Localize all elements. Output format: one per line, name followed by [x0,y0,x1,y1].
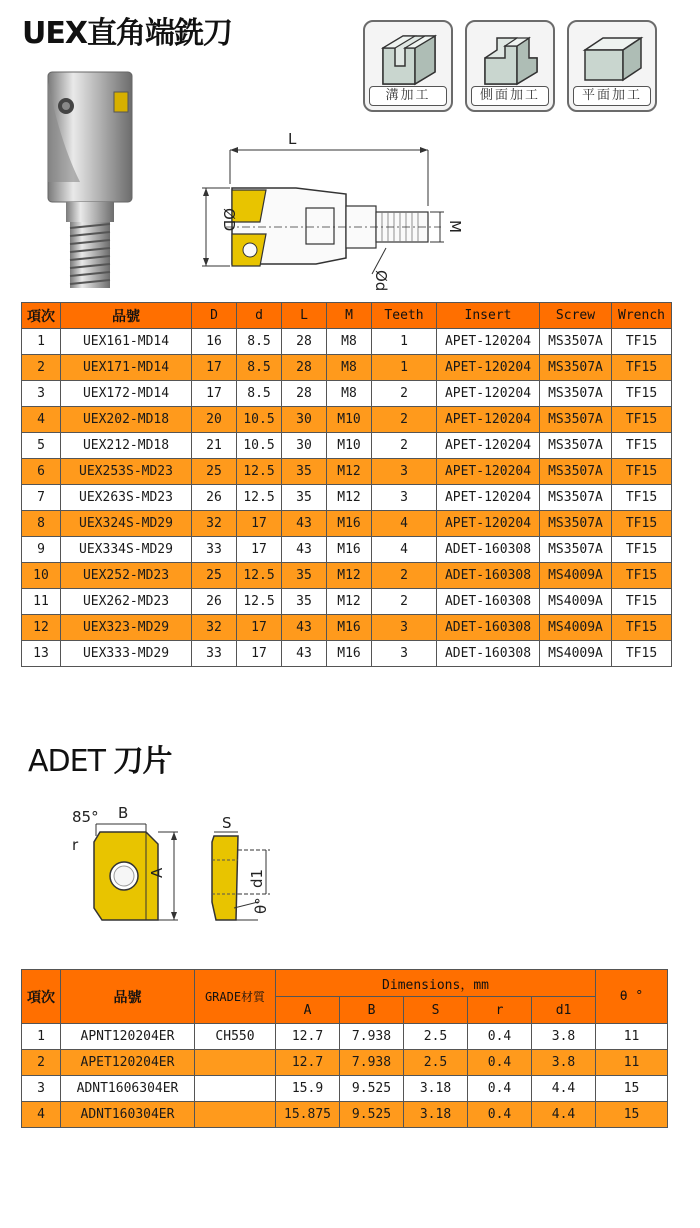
dim-D-label: ØD [220,208,238,232]
table-cell: TF15 [612,355,672,381]
table-cell: UEX202-MD18 [61,407,192,433]
table-cell: 10.5 [237,407,282,433]
table-cell: 3.8 [532,1050,596,1076]
table-cell: MS3507A [540,485,612,511]
dim-theta-label: θ° [252,897,270,914]
table-cell: ADET-160308 [437,641,540,667]
table-cell: 28 [282,381,327,407]
table-cell: TF15 [612,459,672,485]
tool-table-row [22,329,672,355]
insert-col-header-no: 項次 [22,970,61,1024]
table-cell: 1 [372,355,437,381]
table-cell: 4.4 [532,1076,596,1102]
table-cell: 2 [372,589,437,615]
table-cell: 35 [282,589,327,615]
table-cell: 15 [596,1076,668,1102]
table-cell: APET120204ER [61,1050,195,1076]
insert-table-row [22,1024,668,1050]
table-cell: ADNT1606304ER [61,1076,195,1102]
table-cell: ADNT160304ER [61,1102,195,1128]
table-cell: UEX253S-MD23 [61,459,192,485]
page-title: UEX直角端銑刀 [22,16,232,51]
table-cell: M12 [327,563,372,589]
table-cell: TF15 [612,589,672,615]
dim-B-insert-label: B [118,804,129,822]
insert-col-header-dimensions: Dimensions，mm [276,970,596,997]
table-cell: 32 [192,615,237,641]
table-cell: 9.525 [340,1076,404,1102]
table-cell: 3 [372,615,437,641]
thread-shank [70,222,110,288]
dim-d1-label: d1 [248,868,266,888]
table-cell: 10.5 [237,433,282,459]
table-cell: 25 [192,563,237,589]
table-cell: 21 [192,433,237,459]
tool-table-row [22,433,672,459]
table-cell: MS4009A [540,615,612,641]
table-cell: M12 [327,589,372,615]
table-cell [195,1050,276,1076]
table-cell: ADET-160308 [437,589,540,615]
table-cell: CH550 [195,1024,276,1050]
col-header-teeth: Teeth [372,303,437,329]
tool-table-row [22,615,672,641]
table-cell: 26 [192,485,237,511]
table-cell: 12.5 [237,459,282,485]
tool-table-row [22,381,672,407]
table-cell: 12.5 [237,485,282,511]
insert-col-header-B: B [340,997,404,1024]
table-cell: 3 [372,459,437,485]
table-cell: MS3507A [540,355,612,381]
table-cell: UEX161-MD14 [61,329,192,355]
table-cell: 9 [22,537,61,563]
table-cell: TF15 [612,537,672,563]
table-cell: 1 [22,329,61,355]
table-cell: 6 [22,459,61,485]
insert-col-header-theta: θ ° [596,970,668,1024]
table-cell: 43 [282,511,327,537]
table-cell: 2 [372,381,437,407]
face-milling-badge [567,20,657,112]
table-cell: 5 [22,433,61,459]
col-header-part: 品號 [61,303,192,329]
table-cell: UEX172-MD14 [61,381,192,407]
table-cell: 7.938 [340,1050,404,1076]
table-cell: APET-120204 [437,511,540,537]
table-cell: 33 [192,641,237,667]
table-cell: 12.5 [237,589,282,615]
table-cell: MS4009A [540,589,612,615]
insert-table-row [22,1076,668,1102]
tool-spec-table [21,302,672,667]
col-header-M: M [327,303,372,329]
table-cell: 11 [596,1050,668,1076]
table-cell: MS3507A [540,329,612,355]
table-cell: 35 [282,485,327,511]
table-cell: 7.938 [340,1024,404,1050]
insert-side-view [212,836,238,920]
tool-table-row [22,459,672,485]
table-cell: UEX334S-MD29 [61,537,192,563]
table-cell: 0.4 [468,1102,532,1128]
table-cell: 4 [372,511,437,537]
table-cell: 3.18 [404,1102,468,1128]
col-header-d: d [237,303,282,329]
table-cell: 17 [237,511,282,537]
table-cell: 3 [22,381,61,407]
table-cell: ADET-160308 [437,537,540,563]
face-milling-icon [577,28,647,86]
side-milling-badge [465,20,555,112]
table-cell: TF15 [612,563,672,589]
table-cell: 16 [192,329,237,355]
table-cell: 8.5 [237,329,282,355]
table-cell: 4 [372,537,437,563]
table-cell: 2 [372,407,437,433]
table-cell: MS3507A [540,381,612,407]
table-cell: 3 [372,485,437,511]
table-cell: 2 [372,563,437,589]
table-cell: APET-120204 [437,381,540,407]
table-cell: 17 [237,641,282,667]
table-cell: APET-120204 [437,459,540,485]
table-cell: 8.5 [237,381,282,407]
table-cell: 43 [282,641,327,667]
table-cell: 2 [22,1050,61,1076]
table-cell: 4 [22,407,61,433]
table-cell: 15.9 [276,1076,340,1102]
table-cell: MS3507A [540,433,612,459]
table-cell: 8.5 [237,355,282,381]
dim-r-label: r [72,836,79,854]
table-cell: 30 [282,433,327,459]
table-cell: 3 [22,1076,61,1102]
table-cell: APET-120204 [437,407,540,433]
tool-table-row [22,355,672,381]
table-cell: 26 [192,589,237,615]
table-cell: 20 [192,407,237,433]
tool-photo [30,62,150,298]
tool-table-row [22,407,672,433]
table-cell: M16 [327,615,372,641]
col-header-no: 項次 [22,303,61,329]
table-cell: 0.4 [468,1076,532,1102]
table-cell: UEX262-MD23 [61,589,192,615]
table-cell: M12 [327,459,372,485]
table-cell: MS4009A [540,641,612,667]
col-header-L: L [282,303,327,329]
insert-spec-table [21,969,668,1128]
table-cell: UEX263S-MD23 [61,485,192,511]
table-cell: 0.4 [468,1050,532,1076]
table-cell: 2 [372,433,437,459]
table-cell: TF15 [612,511,672,537]
col-header-insert: Insert [437,303,540,329]
dim-d-label: Ød [372,270,390,292]
table-cell: 3.18 [404,1076,468,1102]
tool-table-row [22,641,672,667]
tool-table-row [22,511,672,537]
table-cell: 32 [192,511,237,537]
insert-angle-label: 85° [72,808,99,826]
table-cell: 2.5 [404,1024,468,1050]
table-cell: UEX324S-MD29 [61,511,192,537]
table-cell: 1 [372,329,437,355]
table-cell: 17 [237,615,282,641]
table-cell: APET-120204 [437,485,540,511]
table-cell: UEX333-MD29 [61,641,192,667]
table-cell: MS4009A [540,563,612,589]
insert-table-row [22,1102,668,1128]
tool-table-row [22,537,672,563]
table-cell: 33 [192,537,237,563]
table-cell: M10 [327,407,372,433]
slot-milling-icon [373,28,443,86]
table-cell: 13 [22,641,61,667]
table-cell: TF15 [612,641,672,667]
table-cell: ADET-160308 [437,615,540,641]
col-header-D: D [192,303,237,329]
table-cell: 28 [282,355,327,381]
side-milling-icon [475,28,545,86]
table-cell: TF15 [612,485,672,511]
table-cell: TF15 [612,381,672,407]
face-milling-label: 平面加工 [573,86,651,106]
table-cell: 17 [192,355,237,381]
table-cell: M16 [327,511,372,537]
table-cell: 9.525 [340,1102,404,1128]
table-cell: 8 [22,511,61,537]
dim-S-label: S [222,814,232,832]
table-cell: 4 [22,1102,61,1128]
table-cell: 12 [22,615,61,641]
table-cell: 11 [22,589,61,615]
table-cell: M16 [327,641,372,667]
table-cell: M10 [327,433,372,459]
tool-table-row [22,589,672,615]
table-cell: TF15 [612,615,672,641]
table-cell: 12.7 [276,1024,340,1050]
insert-dimension-drawing [66,802,296,942]
table-cell: MS3507A [540,511,612,537]
table-cell: TF15 [612,329,672,355]
tool-dimension-drawing [196,128,476,298]
table-cell: TF15 [612,433,672,459]
table-cell: APET-120204 [437,329,540,355]
dim-A-label: A [148,867,166,878]
table-cell: 11 [596,1024,668,1050]
table-cell: MS3507A [540,537,612,563]
table-cell: 12.7 [276,1050,340,1076]
table-cell: 28 [282,329,327,355]
table-cell: 12.5 [237,563,282,589]
table-cell: TF15 [612,407,672,433]
table-cell: UEX212-MD18 [61,433,192,459]
tool-table-header [22,303,672,329]
table-cell: UEX323-MD29 [61,615,192,641]
insert-table-row [22,1050,668,1076]
col-header-screw: Screw [540,303,612,329]
table-cell: 35 [282,459,327,485]
table-cell: UEX252-MD23 [61,563,192,589]
table-cell: ADET-160308 [437,563,540,589]
table-cell: 4.4 [532,1102,596,1128]
table-cell: 17 [237,537,282,563]
slot-milling-label: 溝加工 [369,86,447,106]
table-cell: 3 [372,641,437,667]
table-cell: 43 [282,537,327,563]
insert-section-title: ADET 刀片 [28,744,172,779]
table-cell: 35 [282,563,327,589]
insert-col-header-d1: d1 [532,997,596,1024]
table-cell: M8 [327,329,372,355]
insert-table-header-row1 [22,970,668,997]
table-cell: MS3507A [540,407,612,433]
table-cell: M12 [327,485,372,511]
table-cell: 1 [22,1024,61,1050]
table-cell: 0.4 [468,1024,532,1050]
table-cell: 17 [192,381,237,407]
insert-col-header-grade: GRADE材質 [195,970,276,1024]
side-milling-label: 側面加工 [471,86,549,106]
table-cell: 10 [22,563,61,589]
table-cell: MS3507A [540,459,612,485]
insert-col-header-r: r [468,997,532,1024]
table-cell: 30 [282,407,327,433]
insert-col-header-part: 品號 [61,970,195,1024]
table-cell: 43 [282,615,327,641]
dim-M-label: M [446,220,464,233]
table-cell: M16 [327,537,372,563]
table-cell [195,1076,276,1102]
insert-col-header-S: S [404,997,468,1024]
col-header-wrench: Wrench [612,303,672,329]
table-cell: 15.875 [276,1102,340,1128]
table-cell [195,1102,276,1128]
tool-table-row [22,563,672,589]
table-cell: APNT120204ER [61,1024,195,1050]
tool-table-row [22,485,672,511]
slot-milling-badge [363,20,453,112]
table-cell: APET-120204 [437,433,540,459]
table-cell: APET-120204 [437,355,540,381]
table-cell: 25 [192,459,237,485]
table-cell: 2 [22,355,61,381]
table-cell: UEX171-MD14 [61,355,192,381]
insert-col-header-A: A [276,997,340,1024]
table-cell: 3.8 [532,1024,596,1050]
table-cell: 7 [22,485,61,511]
table-cell: M8 [327,381,372,407]
table-cell: 2.5 [404,1050,468,1076]
dim-L-label: L [288,130,297,148]
table-cell: M8 [327,355,372,381]
table-cell: 15 [596,1102,668,1128]
